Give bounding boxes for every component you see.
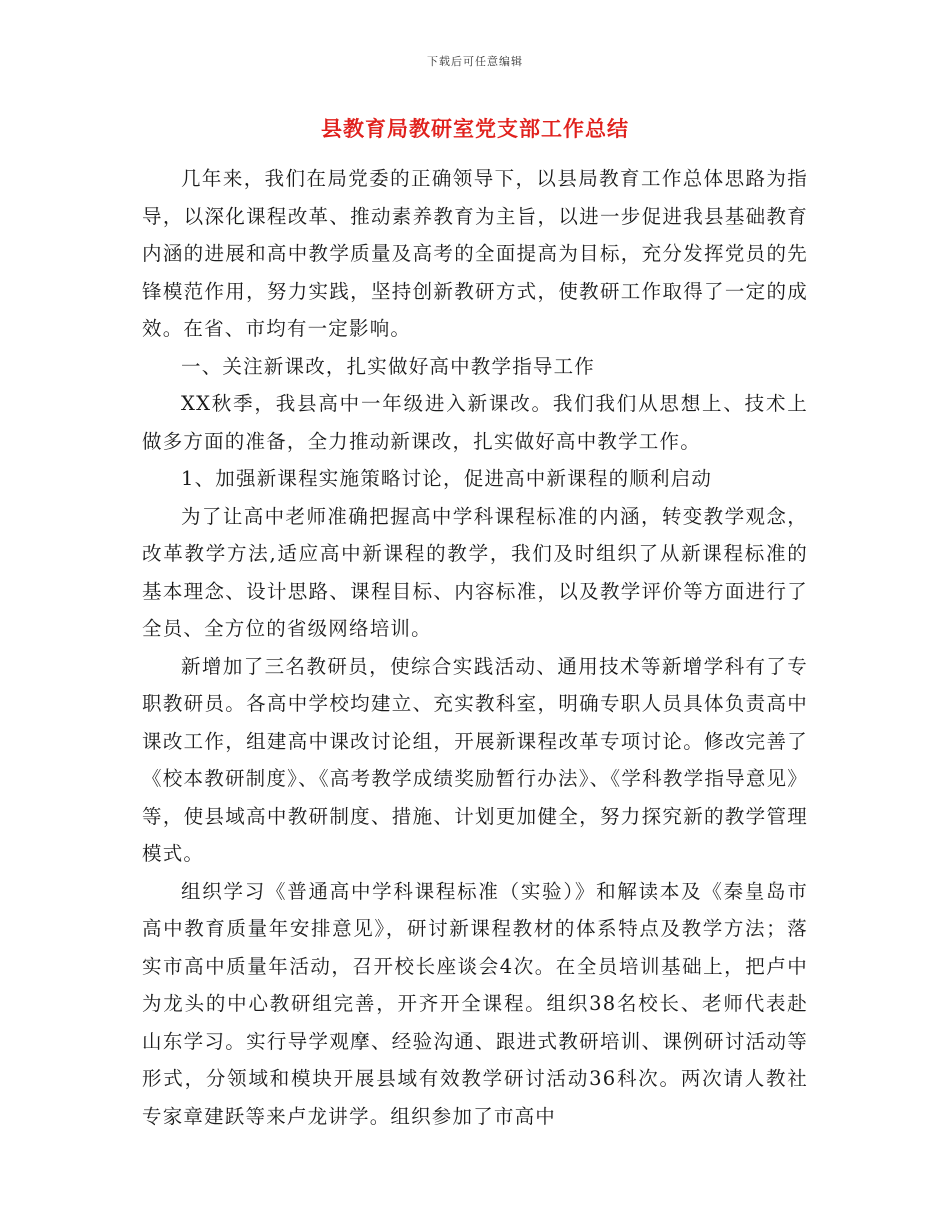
document-title: 县教育局教研室党支部工作总结 xyxy=(321,116,629,141)
paragraph: 组织学习《普通高中学科课程标准（实验）》和解读本及《秦皇岛市高中教育质量年安排意见》，研讨新课程教材的体系特点及教学方法；落实市高中质量年活动，召开校长座谈会4次。在全员培训基础上，把卢中为龙头的中心教研组完善，开齐开全课程。组织38名校长、老师代表赴山东学习。实行导学观摩、经验沟通、跟进式教研培训、课例研讨活动等形式，分领域和模块开展县域有效教学研讨活动36科次。两次请人教社专家章建跃等来卢龙讲学。组织参加了市高中 xyxy=(142,879,808,1128)
header-note: 下载后可任意编辑 xyxy=(427,55,523,68)
paragraph: XX秋季，我县高中一年级进入新课改。我们我们从思想上、技术上做多方面的准备，全力推动新课改，扎实做好高中教学工作。 xyxy=(142,392,808,453)
section-heading: 一、关注新课改，扎实做好高中教学指导工作 xyxy=(181,354,596,378)
paragraph: 新增加了三名教研员，使综合实践活动、通用技术等新增学科有了专职教研员。各高中学校均建立、充实教科室，明确专职人员具体负责高中课改工作，组建高中课改讨论组，开展新课程改革专项讨论。修改完善了《校本教研制度》、《高考教学成绩奖励暂行办法》、《学科教学指导意见》等，使县域高中教研制度、措施、计划更加健全，努力探究新的教学管理模式。 xyxy=(142,654,808,865)
paragraph: 为了让高中老师准确把握高中学科课程标准的内涵，转变教学观念，改革教学方法,适应高中新课程的教学，我们及时组织了从新课程标准的基本理念、设计思路、课程目标、内容标准，以及教学评价等方面进行了全员、全方位的省级网络培训。 xyxy=(142,504,808,640)
document-body xyxy=(142,160,808,1135)
paragraph: 几年来，我们在局党委的正确领导下，以县局教育工作总体思路为指导，以深化课程改革、推动素养教育为主旨，以进一步促进我县基础教育内涵的进展和高中教学质量及高考的全面提高为目标，充分发挥党员的先锋模范作用，努力实践，坚持创新教研方式，使教研工作取得了一定的成效。在省、市均有一定影响。 xyxy=(142,167,808,340)
subsection-heading: 1、加强新课程实施策略讨论，促进高中新课程的顺利启动 xyxy=(181,467,713,490)
